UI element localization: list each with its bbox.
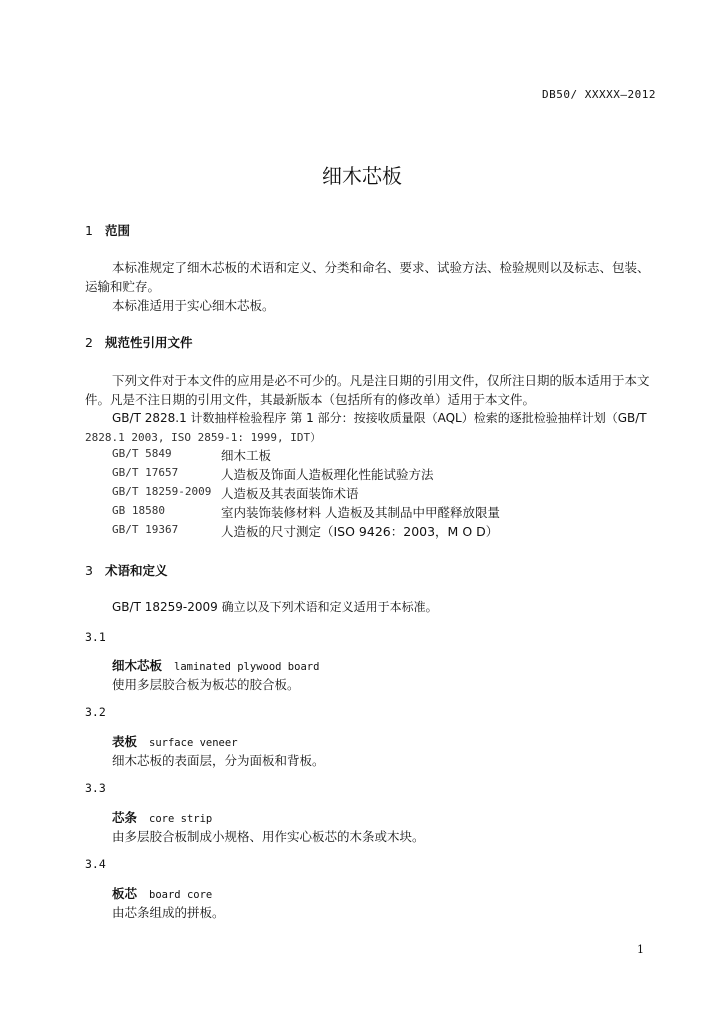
reference-code: GB/T 17657: [112, 466, 179, 479]
reference-title: 人造板的尺寸测定（ISO 9426：2003，M O D）: [221, 524, 499, 539]
term-en: board core: [149, 889, 213, 901]
term-number: 3.1: [85, 630, 106, 644]
term-number: 3.3: [85, 781, 106, 795]
scope-paragraph-2: 本标准适用于实心细木芯板。: [112, 298, 275, 313]
reference-title: 人造板及其表面装饰术语: [221, 486, 359, 501]
term-en: surface veneer: [149, 737, 238, 749]
reference-title: 细木工板: [221, 448, 272, 463]
section-title: 范围: [105, 223, 131, 238]
section-title: 术语和定义: [105, 563, 168, 578]
section-number: 1: [85, 223, 93, 238]
reference-code: GB 18580: [112, 504, 165, 517]
term-heading: [112, 656, 319, 674]
term-definition: 由芯条组成的拼板。: [112, 905, 225, 920]
term-heading: [112, 732, 238, 750]
term-number: 3.4: [85, 857, 106, 871]
document-title: 细木芯板: [322, 164, 402, 188]
page-number: 1: [637, 943, 644, 956]
term-en: laminated plywood board: [174, 661, 320, 673]
section-1-heading: [85, 221, 130, 239]
section-2-heading: [85, 333, 193, 351]
definitions-intro: GB/T 18259-2009 确立以及下列术语和定义适用于本标准。: [112, 600, 438, 614]
section-3-heading: [85, 561, 168, 579]
term-definition: 细木芯板的表面层，分为面板和背板。: [112, 753, 325, 768]
term-zh: 板芯: [112, 886, 138, 901]
reference-code: GB/T 19367: [112, 523, 179, 536]
reference-code: GB/T 5849: [112, 447, 172, 460]
term-zh: 芯条: [112, 810, 138, 825]
term-en: core strip: [149, 813, 213, 825]
reference-code: GB/T 18259-2009: [112, 485, 212, 498]
term-zh: 表板: [112, 734, 138, 749]
section-number: 2: [85, 335, 93, 350]
term-heading: [112, 808, 212, 826]
term-definition: 由多层胶合板制成小规格、用作实心板芯的木条或木块。: [112, 829, 425, 844]
section-number: 3: [85, 563, 93, 578]
document-code: DB50/ XXXXX—2012: [542, 88, 656, 101]
scope-paragraph-line1: 本标准规定了细木芯板的术语和定义、分类和命名、要求、试验方法、检验规则以及标志、包装、: [112, 260, 650, 275]
reference-first-line: GB/T 2828.1 计数抽样检验程序 第 1 部分：按接收质量限（AQL）检索的逐批检验抽样计划（GB/T: [112, 411, 647, 425]
scope-paragraph-line2: 运输和贮存。: [85, 279, 161, 294]
reference-title: 人造板及饰面人造板理化性能试验方法: [221, 467, 434, 482]
normative-intro-line1: 下列文件对于本文件的应用是必不可少的。凡是注日期的引用文件，仅所注日期的版本适用于本文: [112, 373, 650, 388]
term-zh: 细木芯板: [112, 658, 163, 673]
reference-first-line-cont: 2828.1 2003, ISO 2859-1: 1999, IDT）: [85, 431, 322, 444]
term-heading: [112, 884, 212, 902]
normative-intro-line2: 件。凡是不注日期的引用文件，其最新版本（包括所有的修改单）适用于本文件。: [85, 392, 536, 407]
term-number: 3.2: [85, 705, 106, 719]
section-title: 规范性引用文件: [105, 335, 193, 350]
reference-title: 室内装饰装修材料 人造板及其制品中甲醛释放限量: [221, 505, 500, 520]
term-definition: 使用多层胶合板为板芯的胶合板。: [112, 677, 300, 692]
